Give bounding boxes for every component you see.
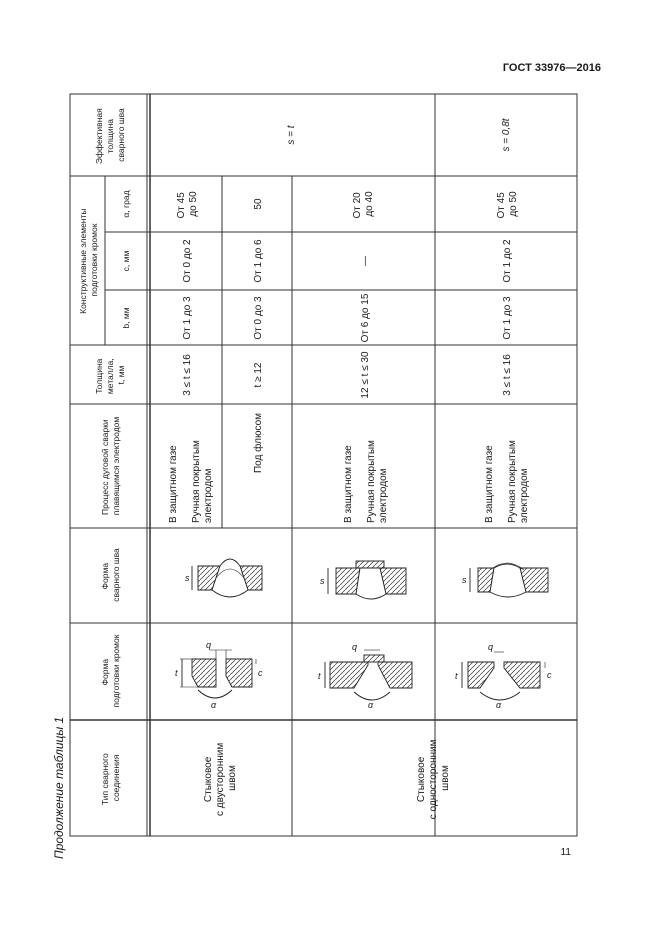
effective-s-equals-t: s = t [286, 125, 297, 145]
header-effective-3: сварного шва [116, 108, 126, 162]
header-b: b, мм [121, 307, 131, 329]
weld-form-sketch-1 [185, 559, 262, 597]
label-t-2: t [318, 671, 321, 681]
svg-text:От 20 до 40 [352, 189, 375, 218]
row4-process-1: В защитном газе [484, 445, 495, 523]
joint-type-single-2: с односторонним [428, 739, 439, 820]
svg-text:Стыковое с двусторонним [203, 740, 238, 816]
row4-thickness: 3 ≤ t ≤ 16 [502, 354, 513, 396]
header-elements-2: подготовки кромок [89, 223, 99, 297]
page-number: 11 [560, 847, 571, 858]
weld-form-sketch-2 [320, 561, 406, 599]
table-row-1 [168, 189, 214, 523]
header-process-2: плавящимся электродом [111, 416, 121, 516]
header-thickness-2: металла, [105, 358, 115, 395]
header-edge-form-2: подготовки кромок [111, 634, 121, 708]
svg-text:Конструктивные элементы [78, 206, 99, 314]
row2-alpha: 50 [253, 198, 264, 210]
header-joint-type-2: соединения [111, 754, 121, 802]
row3-process-2: Ручная покрытым [366, 440, 377, 523]
label-s-2: s [320, 576, 325, 586]
row1-alpha-2: до 50 [188, 191, 199, 217]
row2-process: Под флюсом [253, 412, 264, 473]
svg-text:Форма подготовки кромок [100, 634, 121, 707]
svg-text:Эффективная толщина [94, 106, 126, 164]
label-t-1: t [175, 668, 178, 678]
svg-text:В защитном газе Ручная п [168, 437, 214, 523]
header-effective-1: Эффективная [94, 108, 104, 165]
row1-process-2: Ручная покрытым [191, 440, 202, 523]
joint-type-double-1: Стыковое [203, 756, 214, 803]
header-thickness-3: t, мм [116, 365, 126, 385]
row3-process-1: В защитном газе [343, 445, 354, 523]
row1-process-3: электродом [203, 468, 214, 523]
row2-c: От 1 до 6 [253, 239, 264, 283]
standard-number: ГОСТ 33976—2016 [502, 62, 601, 74]
label-alpha-1: α [211, 700, 217, 710]
row4-process-3: электродом [519, 468, 530, 523]
header-c: c, мм [121, 250, 131, 272]
row1-thickness: 3 ≤ t ≤ 16 [182, 354, 193, 396]
label-t-3: t [455, 671, 458, 681]
header-edge-form-1: Форма [100, 658, 110, 686]
label-q-2: q [352, 642, 358, 652]
joint-type-single-1: Стыковое [416, 756, 427, 803]
header-process-1: Процесс дуговой сварки [100, 419, 110, 515]
svg-text:Форма сварного шва [100, 548, 121, 602]
row1-alpha-1: От 45 [176, 192, 187, 219]
edge-prep-sketch-2 [318, 642, 412, 710]
table-row-2 [252, 198, 264, 473]
row3-alpha-1: От 20 [352, 192, 363, 219]
label-q-3: q [488, 642, 494, 652]
edge-prep-sketch-3 [455, 642, 552, 710]
label-alpha-3: α [496, 700, 502, 710]
header-joint-type-1: Тип сварного [100, 753, 110, 806]
edge-prep-sketch-1 [175, 640, 263, 710]
svg-text:От 45 до 50 [176, 189, 199, 218]
svg-text:От 45 до 50 [496, 189, 519, 218]
effective-thickness-cells [286, 117, 512, 151]
header-weld-form-1: Форма [100, 562, 110, 590]
label-alpha-2: α [368, 700, 374, 710]
row1-b: От 1 до 3 [182, 296, 193, 340]
row3-alpha-2: до 40 [364, 191, 375, 217]
label-c-3: c [547, 670, 552, 680]
weld-form-sketch-3 [462, 563, 548, 597]
svg-text:Процесс дуговой сварки п [100, 417, 121, 516]
joint-type-single-3: швом [440, 765, 451, 791]
row4-b: От 1 до 3 [502, 296, 513, 340]
row4-alpha-2: до 50 [508, 191, 519, 217]
row3-thickness: 12 ≤ t ≤ 30 [360, 351, 371, 399]
label-q-1: q [206, 640, 212, 650]
label-s-1: s [185, 573, 190, 583]
joint-type-double-3: швом [227, 765, 238, 791]
row4-c: От 1 до 2 [502, 239, 513, 283]
joint-type-cells [203, 737, 451, 819]
effective-s-equals-08t: s = 0,8t [501, 118, 512, 152]
label-s-3: s [462, 575, 467, 585]
header-alpha: α, град [121, 190, 131, 218]
row3-c: — [360, 256, 371, 266]
header-effective-2: толщина [105, 118, 115, 154]
svg-text:Толщина металла, t [94, 356, 126, 394]
row2-thickness: t ≥ 12 [253, 362, 264, 388]
label-c-1: c [258, 668, 263, 678]
svg-text:В защитном газе Ручная п [343, 437, 389, 523]
row3-process-3: электродом [378, 468, 389, 523]
table-row-3 [343, 189, 389, 523]
row2-b: От 0 до 3 [253, 296, 264, 340]
header-thickness-1: Толщина [94, 358, 104, 394]
row1-process-1: В защитном газе [168, 445, 179, 523]
joint-type-double-2: с двусторонним [215, 742, 226, 817]
table-row-4 [484, 189, 530, 523]
table-continuation-caption: Продолжение таблицы 1 [52, 716, 66, 859]
svg-text:В защитном газе Ручная п [484, 437, 530, 523]
header-weld-form-2: сварного шва [111, 548, 121, 602]
row3-b: От 6 до 15 [360, 293, 371, 343]
svg-text:Тип сварного соединения [100, 751, 121, 805]
row4-alpha-1: От 45 [496, 192, 507, 219]
svg-text:Стыковое с односторонним [416, 737, 451, 819]
row4-process-2: Ручная покрытым [507, 440, 518, 523]
row1-c: От 0 до 2 [182, 239, 193, 283]
header-elements-1: Конструктивные элементы [78, 208, 88, 314]
